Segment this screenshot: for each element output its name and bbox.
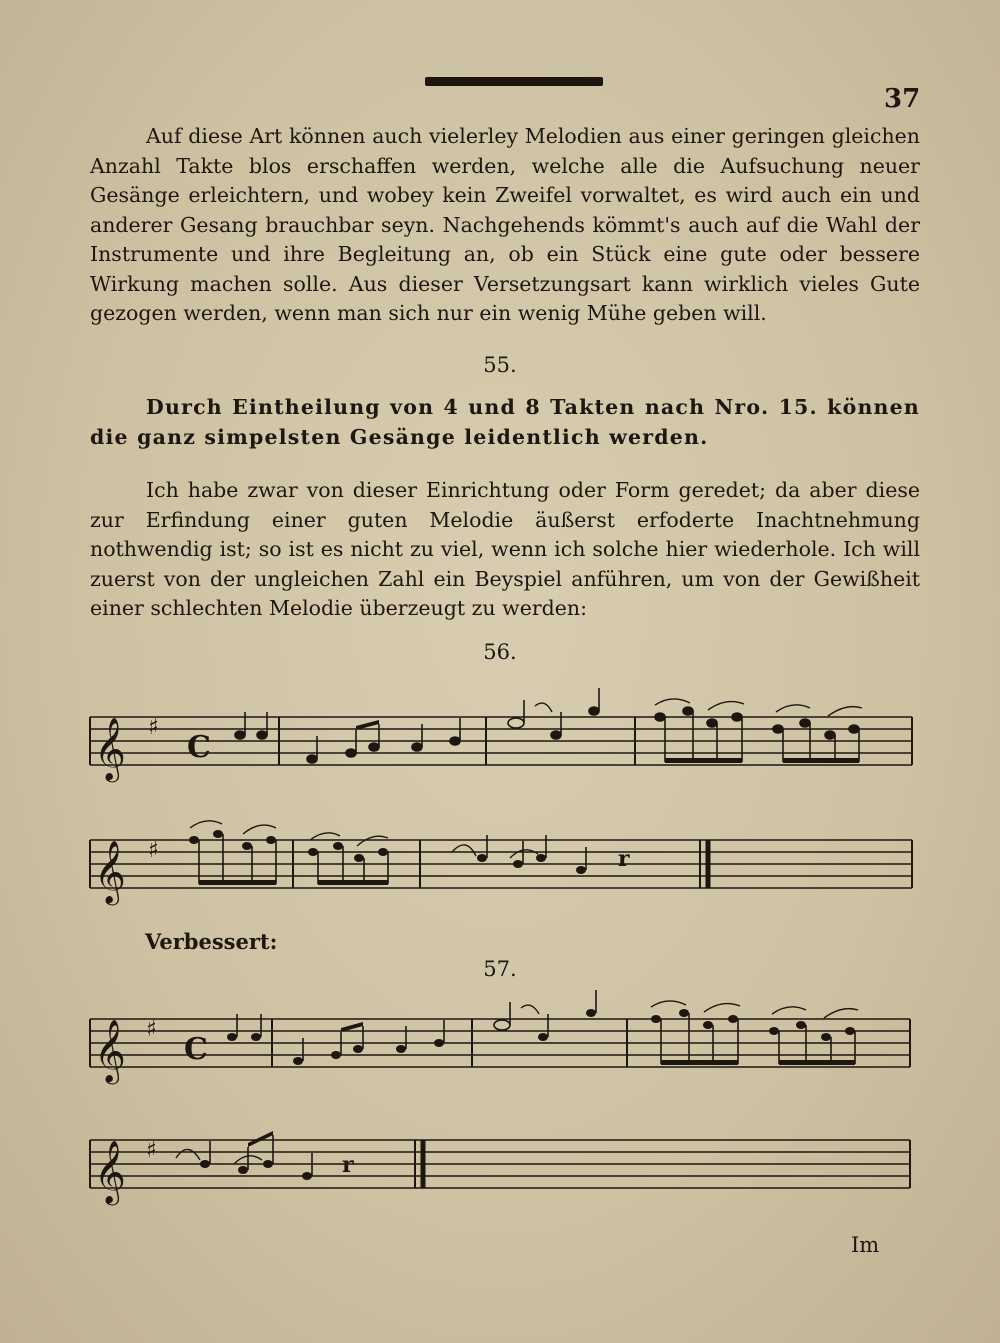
section-number-56: 56. (483, 640, 517, 664)
note (257, 731, 267, 739)
paragraph-3: Ich habe zwar von dieser Einrichtung oder Form geredet; da aber diese zur Erfindung einer guten Melodie äußerst erfoderte Inachtnehmung nothwendig ist; so ist es nicht zu viel, wenn ich solche hier wiederhole. Ich will zuerst von der ungleichen Zahl ein Beyspiel anführen, um von der Gewißheit einer schlechten Melodie überzeugt zu werden: (90, 478, 920, 620)
note (825, 731, 835, 739)
sharp-icon: ♯ (146, 1138, 157, 1163)
catchword: Im (851, 1233, 880, 1257)
note (235, 731, 245, 739)
section-number-57: 57. (483, 957, 517, 981)
note (551, 731, 561, 739)
music-staff (90, 717, 912, 765)
note (849, 725, 859, 733)
sharp-icon: ♯ (148, 838, 159, 863)
page-number: 37 (884, 84, 921, 114)
rest-icon: r (618, 846, 630, 872)
note (707, 719, 717, 727)
treble-clef-icon: 𝄞 (94, 840, 126, 903)
note (732, 713, 742, 721)
treble-clef-icon: 𝄞 (94, 1140, 126, 1203)
treble-clef-icon: 𝄞 (94, 717, 126, 780)
rest-icon: r (342, 1152, 354, 1178)
sharp-icon: ♯ (146, 1017, 157, 1042)
paragraph-2: Durch Eintheilung von 4 und 8 Takten nach Nro. 15. können die ganz simpelsten Gesänge leidentlich werden. (90, 395, 920, 449)
note (683, 707, 693, 715)
note (412, 743, 422, 751)
treble-clef-icon: 𝄞 (94, 1019, 126, 1082)
note (800, 719, 810, 727)
time-signature: C (184, 1032, 208, 1067)
sharp-icon: ♯ (148, 715, 159, 740)
note (655, 713, 665, 721)
note (346, 749, 356, 757)
label-improved: Verbessert: (145, 929, 278, 954)
note (369, 743, 379, 751)
paragraph-1: Auf diese Art können auch vielerley Melodien aus einer geringen gleichen Anzahl Takte blos erschaffen werden, welche alle die Aufsuchung neuer Gesänge erleichtern, und wobey kein Zweifel vorwaltet, es wird auch ein und anderer Gesang brauchbar seyn. Nachgehends kömmt's auch auf die Wahl der Instrumente und ihre Begleitung an, ob ein Stück eine gute oder bessere Wirkung machen solle. Aus dieser Versetzungsart kann wirklich vieles Gute gezogen werden, wenn man sich nur ein wenig Mühe geben will. (90, 124, 920, 325)
slur (535, 699, 862, 716)
note (773, 725, 783, 733)
section-number-55: 55. (483, 353, 517, 377)
note (589, 707, 599, 715)
note (307, 755, 317, 763)
time-signature: C (187, 730, 211, 765)
note (450, 737, 460, 745)
half-note (508, 718, 524, 728)
